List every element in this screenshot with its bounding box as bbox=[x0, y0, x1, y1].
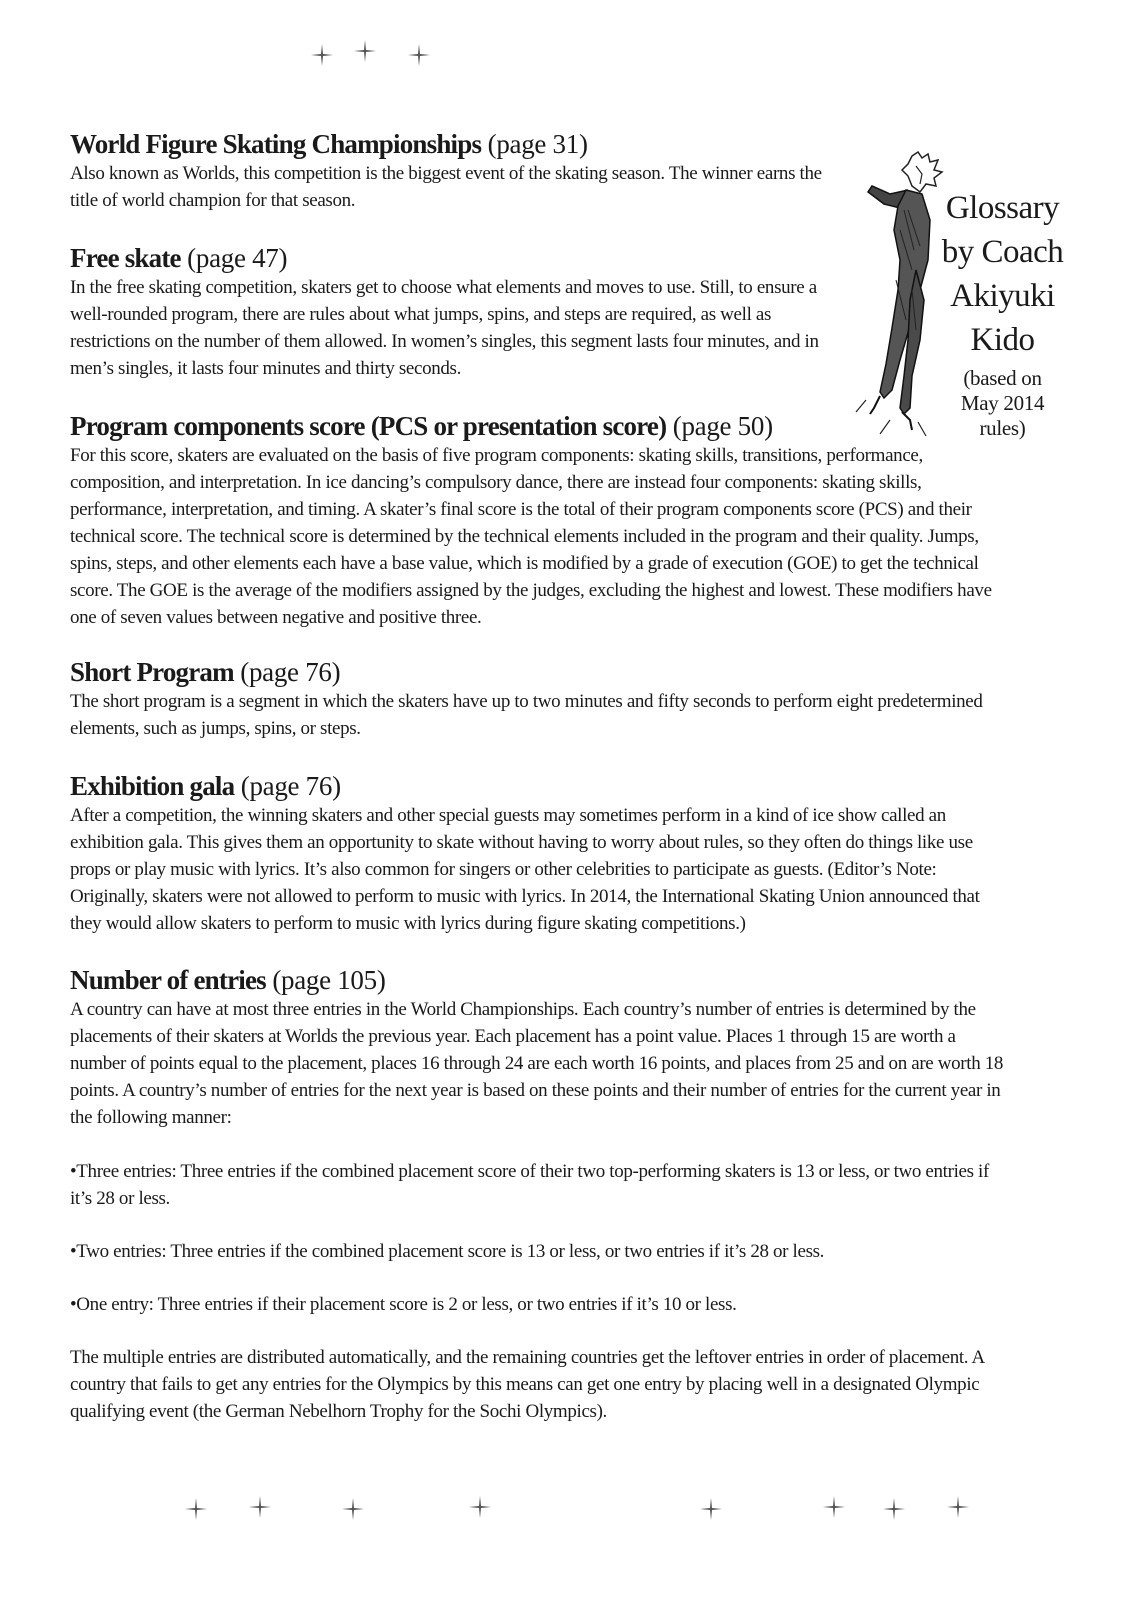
entry-body: For this score, skaters are evaluated on the basis of five program components: skating skills, transitions, performance, composition, and interpretation. In ice dancing’s compulsory dance, there are instead four components: skating skills, performance, interpretation, and timing. A skater’s final score is the total of their program components score (PCS) and their technical score. The technical score is determined by the technical elements included in the program and their quality. Jumps, spins, steps, and other elements each have a base value, which is modified by a grade of execution (GOE) to get the technical score. The GOE is the average of the modifiers assigned by the judges, excluding the highest and lowest. These modifiers have one of seven values between negative and positive three. bbox=[70, 445, 992, 628]
entry-heading bbox=[70, 242, 850, 274]
glossary-title-line: Kido bbox=[970, 322, 1035, 358]
glossary-entry-worlds bbox=[70, 128, 850, 214]
rule-three-entries: •Three entries: Three entries if the combined placement score of their two top-performing skaters is 13 or less, or two entries if it’s 28 or less. bbox=[70, 1161, 989, 1209]
entry-page-ref: (page 105) bbox=[272, 965, 386, 995]
entry-body: After a competition, the winning skaters and other special guests may sometimes perform in a kind of ice show called an exhibition gala. This gives them an opportunity to skate without having to worry about rules, so they often do things like use props or play music with lyrics. It’s also common for singers or other celebrities to participate as guests. (Editor’s Note: Originally, skaters were not allowed to perform to music with lyrics. In 2014, the International Skating Union announced that they would allow skaters to perform to music with lyrics during figure skating competitions.) bbox=[70, 805, 980, 934]
sparkle-icon bbox=[249, 1496, 271, 1518]
entry-body: The short program is a segment in which the skaters have up to two minutes and fifty seconds to perform eight predetermined elements, such as jumps, spins, or steps. bbox=[70, 691, 983, 739]
entry-page-ref: (page 76) bbox=[240, 657, 341, 687]
glossary-subtitle-line: (based on bbox=[963, 366, 1042, 390]
entry-heading bbox=[70, 656, 1010, 688]
glossary-entry-number-of-entries bbox=[70, 964, 1005, 1131]
entry-rules-list bbox=[70, 1158, 1005, 1451]
glossary-entry-short-program bbox=[70, 656, 1010, 742]
sparkle-icon bbox=[469, 1496, 491, 1518]
sparkle-icon bbox=[185, 1498, 207, 1520]
glossary-title-line: by Coach bbox=[941, 234, 1064, 270]
sparkle-icon bbox=[342, 1498, 364, 1520]
entry-page-ref: (page 31) bbox=[487, 129, 588, 159]
entry-page-ref: (page 76) bbox=[240, 771, 341, 801]
sparkle-icon bbox=[947, 1496, 969, 1518]
glossary-subtitle-line: May 2014 bbox=[960, 391, 1045, 415]
entry-term: Program components score (PCS or presentation score) bbox=[70, 411, 667, 441]
rule-one-entry: •One entry: Three entries if their placement score is 2 or less, or two entries if it’s 10 or less. bbox=[70, 1294, 737, 1315]
entry-heading bbox=[70, 128, 850, 160]
entry-body: In the free skating competition, skaters get to choose what elements and moves to use. Still, to ensure a well-rounded program, there are rules about what jumps, spins, and steps are required, as well as restrictions on the number of them allowed. In women’s singles, this segment lasts four minutes, and in men’s singles, it lasts four minutes and thirty seconds. bbox=[70, 277, 819, 379]
glossary-subtitle-line: rules) bbox=[979, 416, 1026, 440]
glossary-entry-exhibition-gala bbox=[70, 770, 1000, 937]
sparkle-icon bbox=[700, 1498, 722, 1520]
entry-heading bbox=[70, 410, 995, 442]
sparkle-icon bbox=[823, 1496, 845, 1518]
glossary-entry-pcs bbox=[70, 410, 995, 631]
closing-paragraph: The multiple entries are distributed automatically, and the remaining countries get the leftover entries in order of placement. A country that fails to get any entries for the Olympics by this means can get one entry by placing well in a designated Olympic qualifying event (the German Nebelhorn Trophy for the Sochi Olympics). bbox=[70, 1347, 984, 1422]
sparkle-icon bbox=[311, 44, 333, 66]
sparkle-icon bbox=[354, 40, 376, 62]
sparkle-icon bbox=[408, 44, 430, 66]
entry-page-ref: (page 50) bbox=[672, 411, 773, 441]
glossary-title bbox=[940, 186, 1065, 362]
entry-term: Free skate bbox=[70, 243, 181, 273]
entry-heading bbox=[70, 964, 1005, 996]
sparkle-icon bbox=[883, 1498, 905, 1520]
entry-term: World Figure Skating Championships bbox=[70, 129, 482, 159]
entry-term: Number of entries bbox=[70, 965, 266, 995]
entry-term: Exhibition gala bbox=[70, 771, 235, 801]
entry-body: A country can have at most three entries in the World Championships. Each country’s number of entries is determined by the placements of their skaters at Worlds the previous year. Each placement has a point value. Places 1 through 15 are worth a number of points equal to the placement, places 16 through 24 are each worth 16 points, and places from 25 and on are worth 18 points. A country’s number of entries for the next year is based on these points and their number of entries for the current year in the following manner: bbox=[70, 999, 1004, 1128]
glossary-title-line: Akiyuki bbox=[950, 278, 1055, 314]
glossary-title-line: Glossary bbox=[945, 190, 1060, 226]
entry-term: Short Program bbox=[70, 657, 234, 687]
rule-two-entries: •Two entries: Three entries if the combined placement score is 13 or less, or two entries if it’s 28 or less. bbox=[70, 1241, 825, 1262]
entry-page-ref: (page 47) bbox=[187, 243, 288, 273]
entry-heading bbox=[70, 770, 1000, 802]
entry-body: Also known as Worlds, this competition is the biggest event of the skating season. The winner earns the title of world champion for that season. bbox=[70, 163, 822, 211]
glossary-entry-free-skate bbox=[70, 242, 850, 382]
